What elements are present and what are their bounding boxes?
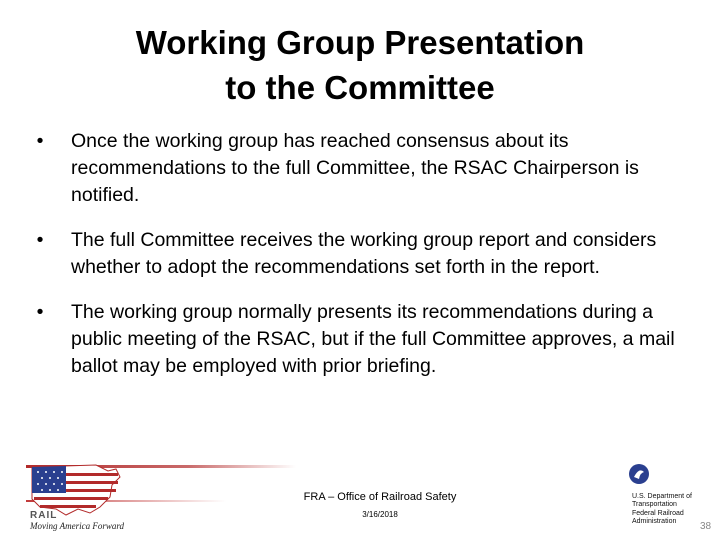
fra-agency-name: Federal Railroad Administration bbox=[632, 510, 684, 525]
slide-date: 3/16/2018 bbox=[362, 510, 398, 519]
office-name: FRA – Office of Railroad Safety bbox=[303, 491, 457, 503]
bullet-item bbox=[30, 128, 690, 209]
bullet-list bbox=[30, 128, 690, 398]
bullet-text: The full Committee receives the working group report and considers whether to adopt the recommendations set forth in the report. bbox=[71, 229, 657, 278]
bullet-marker: • bbox=[36, 301, 44, 323]
slide-title-line-2: to the Committee bbox=[225, 69, 495, 106]
slide-title bbox=[60, 20, 660, 110]
rail-logo-text: RAIL bbox=[30, 510, 58, 521]
slide-footer bbox=[0, 455, 720, 540]
bullet-marker: • bbox=[36, 229, 44, 251]
dot-agency-name: U.S. Department of Transportation bbox=[632, 493, 692, 508]
slide-title-line-1: Working Group Presentation bbox=[135, 24, 585, 61]
bullet-marker: • bbox=[36, 130, 44, 152]
bullet-text: Once the working group has reached consensus about its recommendations to the full Committee, the RSAC Chairperson is notified. bbox=[71, 130, 639, 206]
bullet-item bbox=[30, 227, 690, 281]
bullet-item bbox=[30, 299, 690, 380]
bullet-text: The working group normally presents its recommendations during a public meeting of the RSAC, but if the full Committee approves, a mail ballot may be employed with prior briefing. bbox=[71, 301, 675, 377]
page-number: 38 bbox=[700, 521, 712, 532]
dot-seal-icon bbox=[628, 463, 650, 485]
tagline: Moving America Forward bbox=[30, 521, 124, 531]
